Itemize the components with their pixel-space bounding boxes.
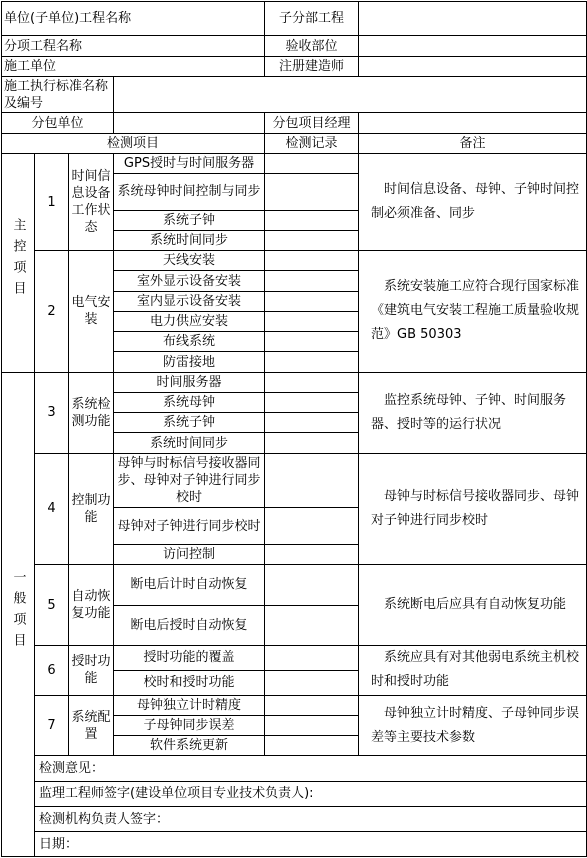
check-record-cell[interactable]	[265, 251, 359, 271]
section-main-control	[2, 153, 35, 372]
acceptance-part-label: 验收部位	[265, 36, 359, 56]
subcontract-unit-value[interactable]	[114, 113, 265, 133]
check-record-cell[interactable]	[265, 605, 359, 646]
inspection-record-table	[1, 1, 587, 857]
group-remark: 母钟与时标信号接收器同步、母钟对子钟进行同步校时	[359, 453, 587, 564]
group-remark: 母钟独立计时精度、子母钟同步误差等主要技术参数	[359, 695, 587, 756]
check-record-cell[interactable]	[265, 271, 359, 291]
check-record-cell[interactable]	[265, 174, 359, 210]
check-item: 天线安装	[114, 251, 265, 271]
check-record-cell[interactable]	[265, 508, 359, 544]
group-no: 7	[35, 695, 69, 756]
check-record-cell[interactable]	[265, 736, 359, 756]
check-record-cell[interactable]	[265, 372, 359, 392]
check-item: 室内显示设备安装	[114, 291, 265, 311]
group-no: 3	[35, 372, 69, 453]
subcontract-unit-label: 分包单位	[2, 113, 114, 133]
check-item: 防雷接地	[114, 352, 265, 372]
construction-unit-label: 施工单位	[2, 56, 265, 76]
registered-builder-label: 注册建造师	[265, 56, 359, 76]
check-item: 断电后授时自动恢复	[114, 605, 265, 646]
group-name: 时间信息设备工作状态	[69, 153, 114, 250]
unit-project-label: 单位(子单位)工程名称	[2, 2, 265, 36]
group-name: 电气安装	[69, 251, 114, 373]
group-name: 自动恢复功能	[69, 565, 114, 646]
check-item: 软件系统更新	[114, 736, 265, 756]
check-item: 电力供应安装	[114, 311, 265, 331]
check-item: 母钟独立计时精度	[114, 695, 265, 715]
check-item: 母钟与时标信号接收器同步、母钟对子钟进行同步校时	[114, 453, 265, 508]
check-item: 系统母钟	[114, 392, 265, 412]
supervisor-signature[interactable]: 监理工程师签字(建设单位项目专业技术负责人):	[35, 781, 587, 806]
check-item: 校时和授时功能	[114, 670, 265, 695]
group-name: 授时功能	[69, 646, 114, 696]
subcontract-manager-label: 分包项目经理	[265, 113, 359, 133]
column-header-item: 检测项目	[2, 133, 265, 153]
group-remark: 系统断电后应具有自动恢复功能	[359, 565, 587, 646]
check-item: 系统母钟时间控制与同步	[114, 174, 265, 210]
section-general	[2, 372, 35, 856]
check-item: 时间服务器	[114, 372, 265, 392]
check-record-cell[interactable]	[265, 544, 359, 564]
section-main-label: 主控项目	[10, 218, 26, 303]
check-record-cell[interactable]	[265, 715, 359, 735]
group-remark: 监控系统母钟、子钟、时间服务器、授时等的运行状况	[359, 372, 587, 453]
column-header-record: 检测记录	[265, 133, 359, 153]
check-item: 系统子钟	[114, 413, 265, 433]
group-no: 1	[35, 153, 69, 250]
inspection-opinion[interactable]: 检测意见：	[35, 756, 587, 781]
check-record-cell[interactable]	[265, 153, 359, 173]
check-item: 授时功能的覆盖	[114, 646, 265, 671]
check-record-cell[interactable]	[265, 695, 359, 715]
check-item: 子母钟同步误差	[114, 715, 265, 735]
group-remark: 系统应具有对其他弱电系统主机校时和授时功能	[359, 646, 587, 696]
check-record-cell[interactable]	[265, 565, 359, 606]
check-item: 系统时间同步	[114, 433, 265, 453]
sub-dept-project-value[interactable]	[359, 2, 587, 36]
check-record-cell[interactable]	[265, 230, 359, 250]
group-no: 4	[35, 453, 69, 564]
standard-value[interactable]	[114, 76, 587, 112]
group-name: 控制功能	[69, 453, 114, 564]
group-remark: 系统安装施工应符合现行国家标准《建筑电气安装工程施工质量验收规范》GB 50303	[359, 251, 587, 373]
group-name: 系统检测功能	[69, 372, 114, 453]
sub-item-project-label: 分项工程名称	[2, 36, 265, 56]
check-record-cell[interactable]	[265, 670, 359, 695]
acceptance-part-value[interactable]	[359, 36, 587, 56]
check-record-cell[interactable]	[265, 332, 359, 352]
check-record-cell[interactable]	[265, 352, 359, 372]
group-remark: 时间信息设备、母钟、子钟时间控制必须准备、同步	[359, 153, 587, 250]
section-general-label: 一般项目	[10, 569, 26, 654]
check-record-cell[interactable]	[265, 210, 359, 230]
date-field[interactable]: 日期：	[35, 832, 587, 857]
check-item: 母钟对子钟进行同步校时	[114, 508, 265, 544]
check-item: 系统时间同步	[114, 230, 265, 250]
check-record-cell[interactable]	[265, 646, 359, 671]
subcontract-manager-value[interactable]	[359, 113, 587, 133]
group-no: 5	[35, 565, 69, 646]
agency-signature[interactable]: 检测机构负责人签字：	[35, 807, 587, 832]
group-name: 系统配置	[69, 695, 114, 756]
group-no: 6	[35, 646, 69, 696]
check-record-cell[interactable]	[265, 453, 359, 508]
group-no: 2	[35, 251, 69, 373]
standard-label: 施工执行标准名称及编号	[2, 76, 114, 112]
check-record-cell[interactable]	[265, 291, 359, 311]
check-record-cell[interactable]	[265, 413, 359, 433]
check-item: 室外显示设备安装	[114, 271, 265, 291]
sub-dept-project-label: 子分部工程	[265, 2, 359, 36]
check-record-cell[interactable]	[265, 392, 359, 412]
check-item: 访问控制	[114, 544, 265, 564]
check-record-cell[interactable]	[265, 433, 359, 453]
check-item: 断电后计时自动恢复	[114, 565, 265, 606]
check-record-cell[interactable]	[265, 311, 359, 331]
column-header-remark: 备注	[359, 133, 587, 153]
check-item: 系统子钟	[114, 210, 265, 230]
check-item: GPS授时与时间服务器	[114, 153, 265, 173]
check-item: 布线系统	[114, 332, 265, 352]
registered-builder-value[interactable]	[359, 56, 587, 76]
